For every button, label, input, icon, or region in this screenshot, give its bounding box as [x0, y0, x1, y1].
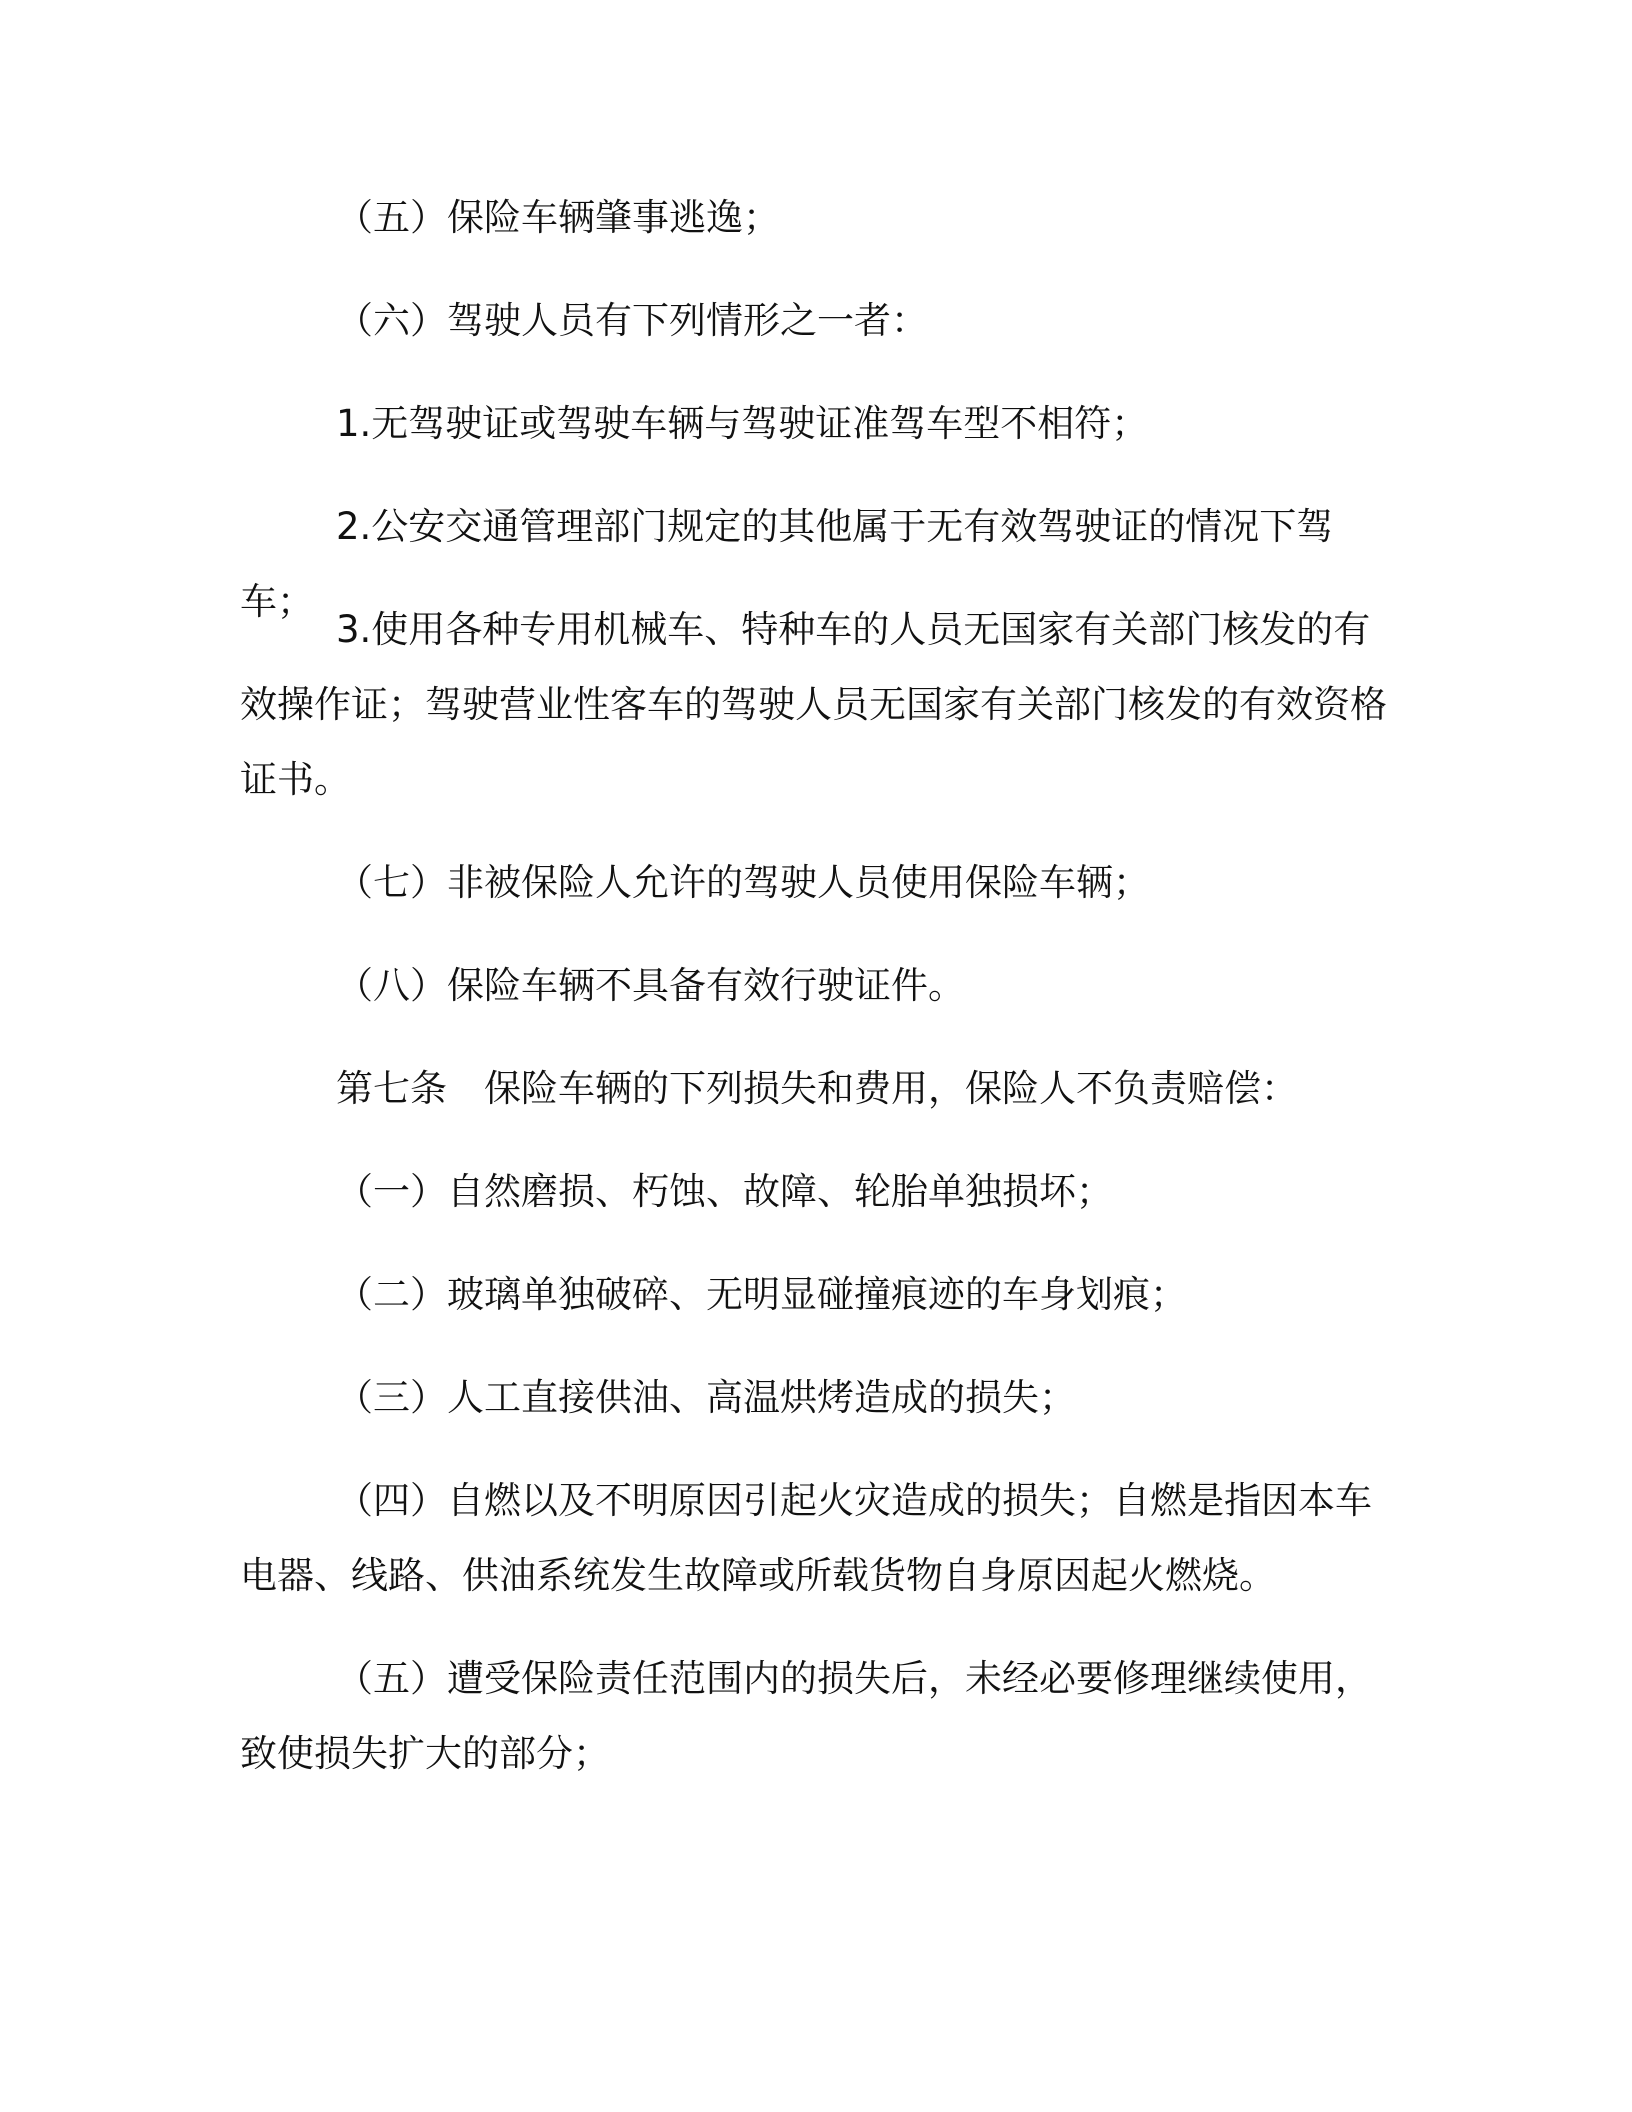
paragraph-7-unauthorized-driver: （七）非被保险人允许的驾驶人员使用保险车辆； — [336, 861, 1150, 904]
paragraph-item-2-invalid-license: 2.公安交通管理部门规定的其他属于无有效驾驶证的情况下驾车； — [240, 505, 1334, 623]
paragraph-2-glass-breakage: （二）玻璃单独破碎、无明显碰撞痕迹的车身划痕； — [336, 1273, 1187, 1316]
paragraph-item-3-operating-certificate: 3.使用各种专用机械车、特种车的人员无国家有关部门核发的有效操作证；驾驶营业性客车的驾驶人员无国家有关部门核发的有效资格证书。 — [240, 608, 1387, 801]
paragraph-4-spontaneous-combustion: （四）自燃以及不明原因引起火灾造成的损失；自燃是指因本车电器、线路、供油系统发生故障或所载货物自身原因起火燃烧。 — [240, 1479, 1372, 1597]
paragraph-8-no-valid-license: （八）保险车辆不具备有效行驶证件。 — [336, 964, 965, 1007]
paragraph-5-hit-and-run: （五）保险车辆肇事逃逸； — [336, 196, 780, 239]
paragraph-5-continued-use: （五）遭受保险责任范围内的损失后，未经必要修理继续使用，致使损失扩大的部分； — [240, 1657, 1372, 1775]
paragraph-1-natural-wear: （一）自然磨损、朽蚀、故障、轮胎单独损坏； — [336, 1170, 1113, 1213]
paragraph-3-refueling-baking: （三）人工直接供油、高温烘烤造成的损失； — [336, 1376, 1076, 1419]
paragraph-6-driver-conditions: （六）驾驶人员有下列情形之一者： — [336, 299, 928, 342]
article-7-heading: 第七条 保险车辆的下列损失和费用，保险人不负责赔偿： — [336, 1067, 1298, 1110]
paragraph-item-1-no-license: 1.无驾驶证或驾驶车辆与驾驶证准驾车型不相符； — [336, 402, 1149, 445]
